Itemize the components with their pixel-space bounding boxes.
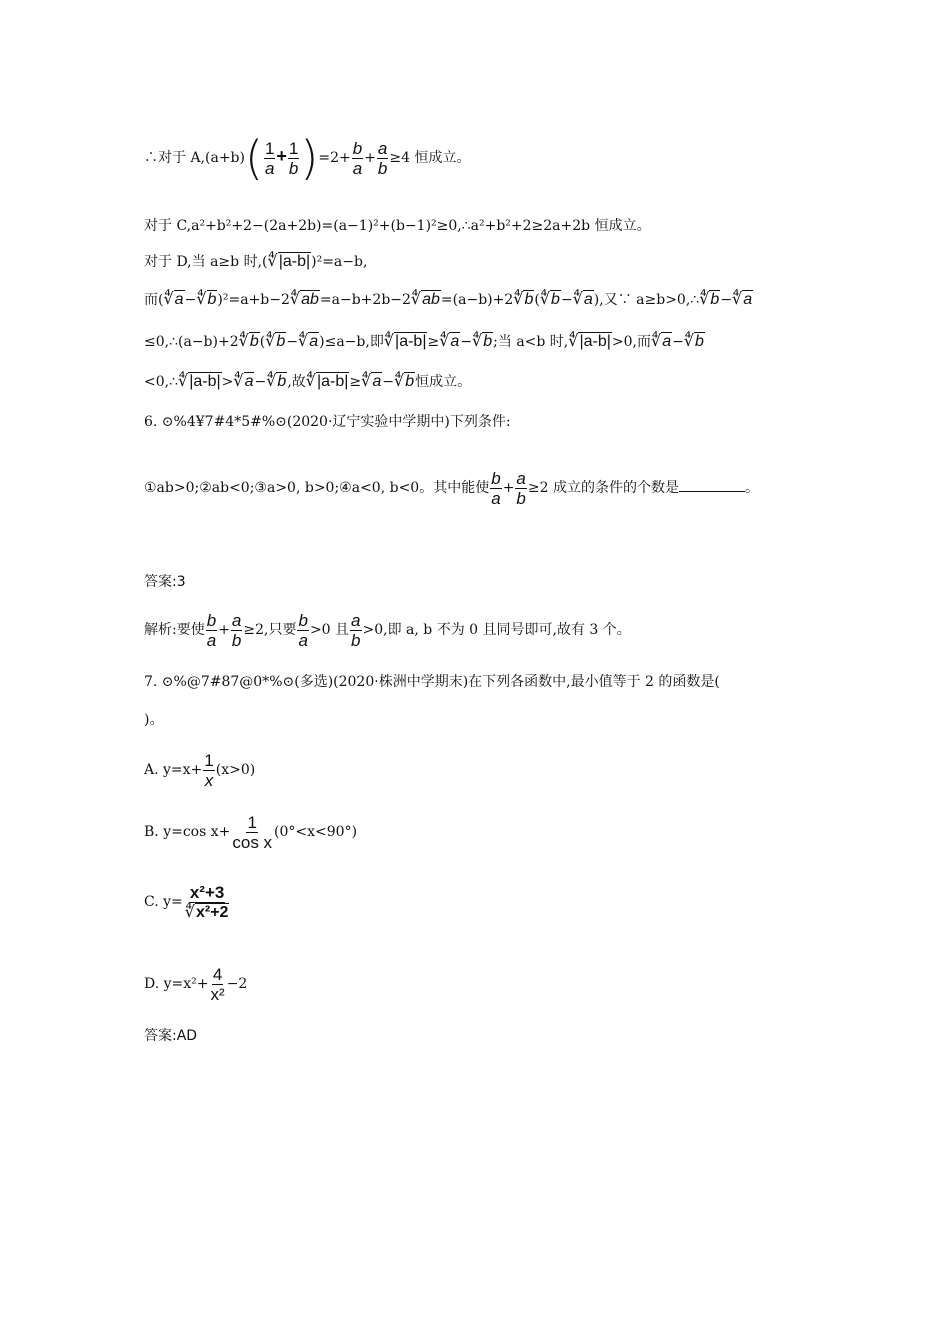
solution-line-g: <0,∴∜|a-b|>∜a−∜b,故∜|a-b|≥∜a−∜b恒成立。 xyxy=(144,373,472,390)
fraction: $\frac{b}{a}$ xyxy=(491,468,501,508)
fraction: $\frac{4}{\text{x²}}$ xyxy=(210,964,225,1004)
fraction: $\frac{\text{x²+3}}{\text{∜x²+2}}$ xyxy=(184,882,229,921)
radical: ∜|a-b| xyxy=(383,333,427,350)
radical: ∜b xyxy=(266,373,287,390)
question-7-title-end: )。 xyxy=(144,712,164,728)
fraction: $\frac{b}{a}$ xyxy=(206,610,217,650)
question-7-title: 7. ⊙%@7#87@0*%⊙(多选)(2020·株洲中学期末)在下列各函数中,最小值等于 2 的函数是( xyxy=(144,674,720,690)
radical: ∜a xyxy=(572,291,593,308)
radical: ∜a xyxy=(439,333,460,350)
right-paren: ) xyxy=(300,131,319,185)
question-6-analysis: 解析:要使 $\frac{b}{a}$ + $\frac{a}{b}$ ≥2,只要 $\frac{b}{a}$ >0 且 $\frac{a}{b}$ >0,即 a, b 不为 0 且同号即可,故有 3 个。 xyxy=(144,610,631,650)
radical: ∜b xyxy=(699,291,720,308)
solution-line-d: 对于 D,当 a≥b 时,(∜|a-b|)²=a−b, xyxy=(144,253,368,270)
radical: ∜|a-b| xyxy=(568,333,611,350)
fraction: $\frac{b}{a}$ xyxy=(352,138,363,178)
option-b: B. y=cos x+ $\frac{1}{\text{cos x}}$ (0°<x<90°) xyxy=(144,812,358,852)
radical: ∜b xyxy=(513,291,534,308)
radical: ∜a xyxy=(233,373,254,390)
question-6-title: 6. ⊙%4¥7#4*5#%⊙(2020·辽宁实验中学期中)下列条件: xyxy=(144,414,511,430)
fraction: $\frac{a}{b}$ xyxy=(516,468,526,508)
fraction: $\frac{a}{b}$ xyxy=(351,610,361,650)
radical: ∜b xyxy=(394,373,415,390)
fraction: $\frac{a}{b}$ xyxy=(377,138,388,178)
question-7-answer: 答案:AD xyxy=(144,1028,198,1044)
radical: ∜b xyxy=(683,333,704,350)
line-a-lead: ∴对于 A,(a+b) xyxy=(144,150,245,166)
fraction: $\frac{a}{b}$ xyxy=(231,610,242,650)
radical: ∜x²+2 xyxy=(184,903,229,921)
solution-line-a: ∴对于 A,(a+b)( $\frac{1}{a}$ + $\frac{1}{b}$ )=2+ $\frac{b}{a}$ + $\frac{a}{b}$ ≥4 恒成立。 xyxy=(144,131,471,185)
left-paren: ( xyxy=(244,131,263,185)
question-6-answer: 答案:3 xyxy=(144,574,186,590)
fraction: $\frac{b}{a}$ xyxy=(298,610,308,650)
solution-line-e: 而(∜a−∜b)²=a+b−2∜ab=a−b+2b−2∜ab=(a−b)+2∜b(∜b−∜a),又∵ a≥b>0,∴∜b−∜a xyxy=(144,291,753,308)
radical: ∜a xyxy=(361,373,382,390)
radical: ∜ab xyxy=(289,291,319,308)
solution-line-f: ≤0,∴(a−b)+2∜b(∜b−∜a)≤a−b,即∜|a-b|≥∜a−∜b;当 a<b 时,∜|a-b|>0,而∜a−∜b xyxy=(144,333,704,350)
radical: ∜b xyxy=(238,333,259,350)
question-6-body: ①ab>0;②ab<0;③a>0, b>0;④a<0, b<0。其中能使 $\frac{b}{a}$ + $\frac{a}{b}$ ≥2 成立的条件的个数是 。 xyxy=(144,468,759,508)
radical: ∜a xyxy=(651,333,672,350)
radical: ∜|a-b| xyxy=(305,373,349,390)
fraction: $\frac{1}{x}$ xyxy=(204,750,214,790)
radical: ∜b xyxy=(472,333,493,350)
answer-blank xyxy=(679,477,745,492)
option-a: A. y=x+ $\frac{1}{x}$ (x>0) xyxy=(144,750,256,790)
radical: ∜b xyxy=(539,291,560,308)
radical: ∜b xyxy=(265,333,286,350)
solution-line-c: 对于 C,a²+b²+2−(2a+2b)=(a−1)²+(b−1)²≥0,∴a²+b²+2≥2a+2b 恒成立。 xyxy=(144,218,651,234)
option-c: C. y= $\frac{\text{x²+3}}{\text{∜x²+2}}$ xyxy=(144,882,229,921)
radical: ∜|a-b| xyxy=(178,373,221,390)
radical: ∜|a-b| xyxy=(267,253,311,270)
radical: ∜a xyxy=(163,291,184,308)
radical: ∜b xyxy=(196,291,217,308)
fraction: $\frac{1}{\text{cos x}}$ xyxy=(232,812,273,852)
fraction: $\frac{1}{a}$ xyxy=(264,138,275,178)
fraction: $\frac{1}{b}$ xyxy=(288,138,299,178)
option-d: D. y=x²+ $\frac{4}{\text{x²}}$ −2 xyxy=(144,964,248,1004)
radical: ∜ab xyxy=(410,291,440,308)
radical: ∜a xyxy=(298,333,319,350)
radical: ∜a xyxy=(732,291,753,308)
